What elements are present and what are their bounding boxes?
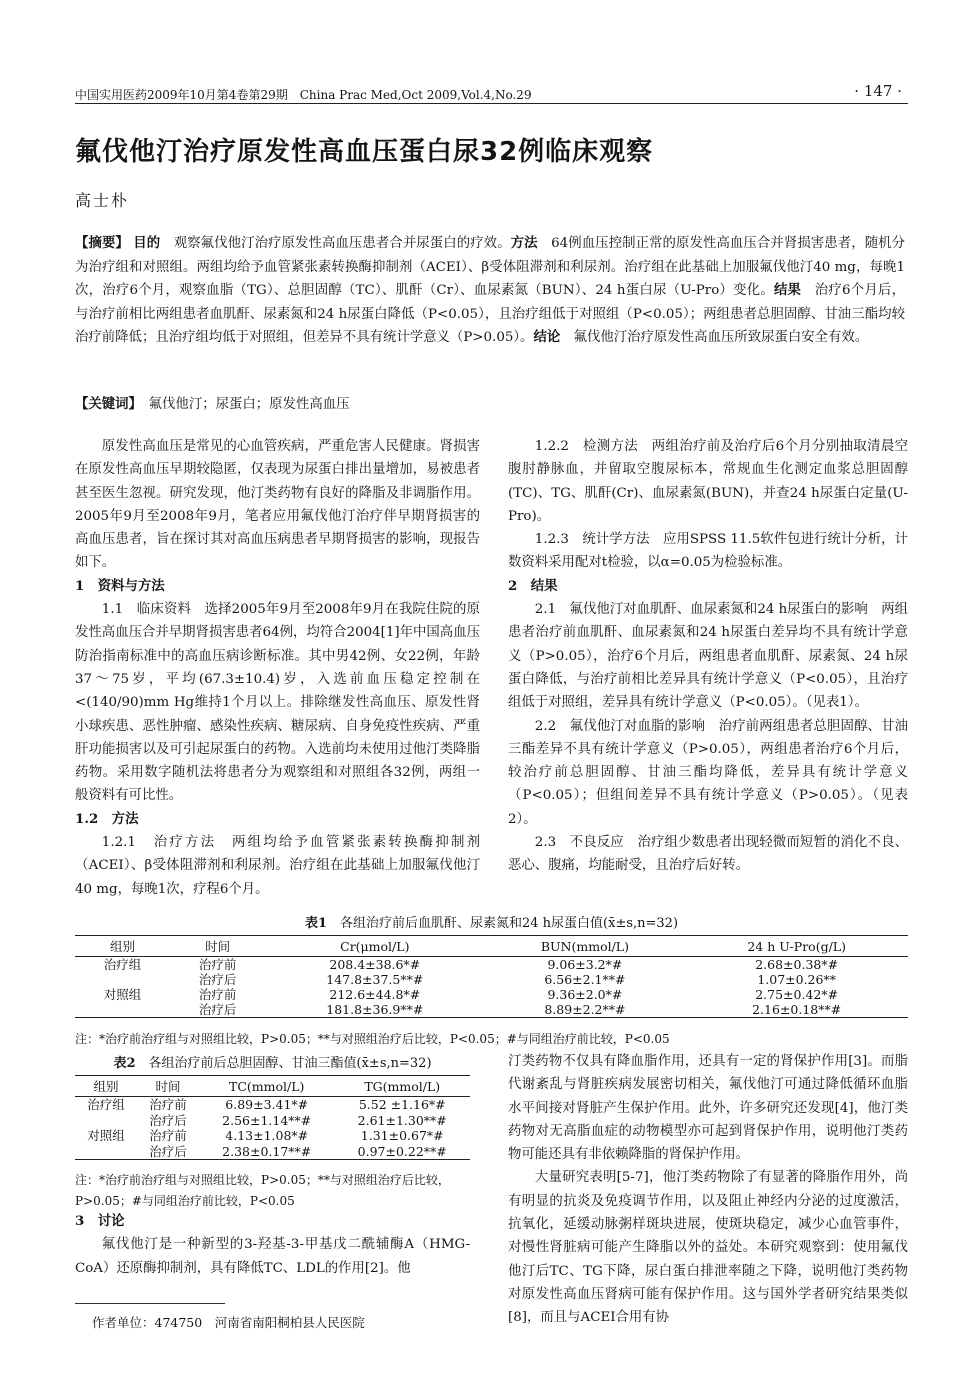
table1-header-cell: 组别 [75,936,170,957]
keywords [75,393,905,417]
left-column-top [75,435,480,901]
table2-cell: 治疗后 [149,1143,187,1159]
table1-cell: 208.4±38.6*# [329,957,421,972]
paragraph: 1.1 临床资料 选择2005年9月至2008年9月在我院住院的原发性高血压合并早期肾损害患者64例，均符合2004[1]年中国高血压防治指南标准中的高血压病诊断标准。其中男42例、女22例，年龄37～75岁，平均(67.3±10.4)岁，入选前血压稳定控制在<(140/90)mm Hg维持1个月以上。排除继发性高血压、原发性肾小球疾患、恶性肿瘤、感染性疾病、糖尿病、自身免疫性疾病、严重肝功能损害以及可引起尿蛋白的药物。入选前均未使用过他汀类降脂药物。采用数字随机法将患者分为观察组和对照组各32例，两组一般资料有可比性。 [75,602,480,804]
table2-header-cell: TG(mmol/L) [334,1076,470,1097]
table1-header-cell: BUN(mmol/L) [485,936,686,957]
abstract-section-text: 氟伐他汀治疗原发性高血压所致尿蛋白安全有效。 [560,330,869,345]
table2-header-cell: 时间 [137,1076,199,1097]
table1-cell: 8.89±2.2**# [544,1002,626,1017]
keywords-label: 【关键词】 [75,396,136,412]
table2-header-cell: 组别 [75,1076,137,1097]
table2-cell: 6.89±3.41*# [225,1097,309,1112]
article-title: 氟伐他汀治疗原发性高血压蛋白尿32例临床观察 [75,137,654,167]
section-heading: 1.2 方法 [75,810,139,827]
table2-cell: 治疗组 [87,1097,125,1112]
paragraph: 氟伐他汀是一种新型的3-羟基-3-甲基戊二酰辅酶A（HMG-CoA）还原酶抑制剂，具有降低TC、LDL的作用[2]。他 [75,1237,470,1276]
table-2-title: 各组治疗前后总胆固醇、甘油三酯值(x̄±s,n=32) [135,1056,432,1071]
table1-cell: 9.36±2.0*# [547,987,623,1002]
abstract-section-label: 结果 [773,282,802,298]
abstract-label: 【摘要】 [75,235,129,251]
abstract [75,232,905,350]
table2-cell: 治疗前 [149,1128,187,1143]
author: 高士朴 [75,191,130,210]
table-2-body [75,1097,470,1160]
table-2 [75,1052,470,1160]
table1-header-cell: 时间 [170,936,265,957]
right-column-top [508,435,908,878]
paragraph: 2.1 氟伐他汀对血肌酐、血尿素氮和24 h尿蛋白的影响 两组患者治疗前血肌酐、血尿素氮和24 h尿蛋白差异均不具有统计学意义（P>0.05），治疗6个月后，两组患者血肌酐、尿素氮、24 h尿蛋白降低，与治疗前相比差异具有统计学意义（P<0.05），且治疗组低于对照组，差异具有统计学意义（P<0.05）。（见表1）。 [508,602,908,711]
table1-cell: 181.8±36.9**# [326,1002,424,1017]
table1-header-cell: 24 h U-Pro(g/L) [685,936,908,957]
table2-cell: 2.56±1.14**# [222,1112,312,1128]
table1-cell: 治疗前 [198,987,237,1002]
table-2-caption [75,1052,470,1075]
section-heading: 2 结果 [508,577,558,594]
abstract-section-label: 目的 [133,235,161,251]
table1-cell: 2.16±0.18**# [752,1002,842,1017]
header-rule [75,103,908,104]
abstract-section-text: 观察氟伐他汀治疗原发性高血压患者合并尿蛋白的疗效。 [160,236,511,251]
table-1-label: 表1 [304,916,327,931]
table2-cell [75,1144,137,1160]
table1-cell: 治疗后 [198,972,237,987]
table-row [75,1002,908,1018]
abstract-section-label: 方法 [510,235,538,251]
footnote-rule [75,1303,225,1304]
section-heading: 3 讨论 [75,1213,125,1229]
abstract-body [75,236,905,345]
table1-header-cell: Cr(μmol/L) [265,936,484,957]
section-heading: 1 资料与方法 [75,577,165,594]
paragraph: 2.2 氟伐他汀对血脂的影响 治疗前两组患者总胆固醇、甘油三酯差异不具有统计学意义（P>0.05），两组患者治疗6个月后，较治疗前总胆固醇、甘油三酯均降低，差异具有统计学意义（P<0.05）；但组间差异不具有统计学意义（P>0.05）。（见表2）。 [508,718,908,827]
right-column-bottom [508,1050,908,1330]
table2-cell: 1.31±0.67*# [360,1128,444,1143]
table2-cell: 治疗前 [149,1097,187,1112]
table1-cell: 1.07±0.26** [757,972,836,987]
table1-cell: 治疗前 [198,957,237,972]
keywords-text: 氟伐他汀；尿蛋白；原发性高血压 [135,397,350,412]
table1-cell [75,972,170,987]
table1-cell: 2.68±0.38*# [755,957,839,972]
table1-cell: 治疗后 [198,1002,237,1017]
left-column-bottom [75,1210,470,1280]
paragraph: 大量研究表明[5-7]，他汀类药物除了有显著的降脂作用外，尚有明显的抗炎及免疫调节作用，以及阻止神经内分泌的过度激活，抗氧化，延缓动脉粥样斑块进展，使斑块稳定，减少心血管事件，对慢性肾脏病可能产生降脂以外的益处。本研究观察到：使用氟伐他汀后TC、TG下降，尿白蛋白排泄率随之下降，说明他汀类药物对原发性高血压肾病可能有保护作用。这与国外学者研究结果类似[8]，而且与ACEI合用有协 [508,1170,908,1326]
table-2-header-row [75,1076,470,1097]
table1-cell: 2.75±0.42*# [755,987,839,1002]
table1-cell [75,1002,170,1018]
table2-cell: 0.97±0.22**# [357,1143,447,1159]
table1-cell: 9.06±3.2*# [547,957,623,972]
table-1-note: 注：*治疗前治疗组与对照组比较，P>0.05；**与对照组治疗后比较，P<0.05；#与同组治疗前比较，P<0.05 [75,1032,670,1046]
table-row [75,1144,470,1160]
table1-cell: 对照组 [103,987,142,1002]
author-affiliation: 作者单位：474750 河南省南阳桐柏县人民医院 [92,1315,365,1330]
table-1-title: 各组治疗前后血肌酐、尿素氮和24 h尿蛋白值(x̄±s,n=32) [327,916,679,931]
table2-cell [75,1113,137,1129]
table2-cell: 治疗后 [149,1112,187,1128]
table2-cell: 2.38±0.17**# [222,1143,312,1159]
paragraph: 2.3 不良反应 治疗组少数患者出现轻微而短暂的消化不良、恶心、腹痛，均能耐受，且治疗后好转。 [508,835,908,874]
abstract-section-text: 64例血压控制正常的原发性高血压合并肾损害患者，随机分为治疗组和对照组。两组均给予血管紧张素转换酶抑制剂（ACEI）、β受体阻滞剂和利尿剂。治疗组在此基础上加服氟伐他汀40 mg，每晚1次，治疗6个月，观察血脂（TG）、总胆固醇（TC）、肌酐（Cr）、血尿素氮（BUN）、24 h蛋白尿（U-Pro）变化。 [75,236,906,298]
table2-cell: 2.61±1.30**# [357,1112,447,1128]
table-row [75,972,908,987]
table-row [75,987,908,1002]
table-1-body [75,957,908,1018]
table2-header-cell: TC(mmol/L) [199,1076,335,1097]
paragraph: 1.2.3 统计学方法 应用SPSS 11.5软件包进行统计分析，计数资料采用配对t检验，以α=0.05为检验标准。 [508,532,908,571]
paragraph: 1.2.1 治疗方法 两组均给予血管紧张素转换酶抑制剂（ACEI）、β受体阻滞剂和利尿剂。治疗组在此基础上加服氟伐他汀40 mg，每晚1次，疗程6个月。 [75,835,480,897]
table2-cell: 对照组 [87,1128,125,1143]
abstract-section-label: 结论 [533,329,561,345]
table-row [75,1097,470,1113]
table2-cell: 5.52 ±1.16*# [358,1097,446,1112]
table1-cell: 147.8±37.5**# [326,972,424,987]
table1-cell: 6.56±2.1**# [544,972,626,987]
table-row [75,1128,470,1144]
table2-cell: 4.13±1.08*# [225,1128,309,1143]
table-2-label: 表2 [113,1056,136,1071]
paragraph: 1.2.2 检测方法 两组治疗前及治疗后6个月分别抽取清晨空腹肘静脉血，并留取空腹尿标本，常规血生化测定血浆总胆固醇(TC)、TG、肌酐(Cr)、血尿素氮(BUN)，并查24 h尿蛋白定量(U-Pro)。 [508,439,908,524]
table-2-note: 注：*治疗前治疗组与对照组比较，P>0.05；**与对照组治疗后比较，P>0.05；#与同组治疗前比较，P<0.05 [75,1173,450,1208]
paragraph: 汀类药物不仅具有降血脂作用，还具有一定的肾保护作用[3]。而脂代谢紊乱与肾脏疾病发展密切相关，氟伐他汀可通过降低循环血脂水平间接对肾脏产生保护作用。此外，许多研究还发现[4]，他汀类药物对无高脂血症的动物模型亦可起到肾保护作用，说明他汀类药物可能还具有非依赖降脂的肾保护作用。 [508,1054,908,1163]
table-1-caption [75,912,908,935]
table-1-header-row [75,936,908,957]
table1-cell: 治疗组 [103,957,142,972]
table1-cell: 212.6±44.8*# [329,987,421,1002]
paragraph: 原发性高血压是常见的心血管疾病，严重危害人民健康。肾损害在原发性高血压早期较隐匿，仅表现为尿蛋白排出量增加，易被患者甚至医生忽视。研究发现，他汀类药物有良好的降脂及非调脂作用。2005年9月至2008年9月，笔者应用氟伐他汀治疗伴早期肾损害的高血压患者，旨在探讨其对高血压病患者早期肾损害的影响，现报告如下。 [75,439,480,571]
abstract-section-text: 治疗6个月后，与治疗前相比两组患者血肌酐、尿素氮和24 h尿蛋白降低（P<0.05），且治疗组低于对照组（P<0.05）；两组患者总胆固醇、甘油三酯均较治疗前降低；且治疗组均低于对照组，但差异不具有统计学意义（P>0.05）。 [75,283,905,345]
page-number: · 147 · [854,82,902,100]
table-row [75,1113,470,1129]
table-1 [75,912,908,1018]
table-row [75,957,908,973]
journal-header: 中国实用医药2009年10月第4卷第29期 China Prac Med,Oct 2009,Vol.4,No.29 [75,88,532,102]
